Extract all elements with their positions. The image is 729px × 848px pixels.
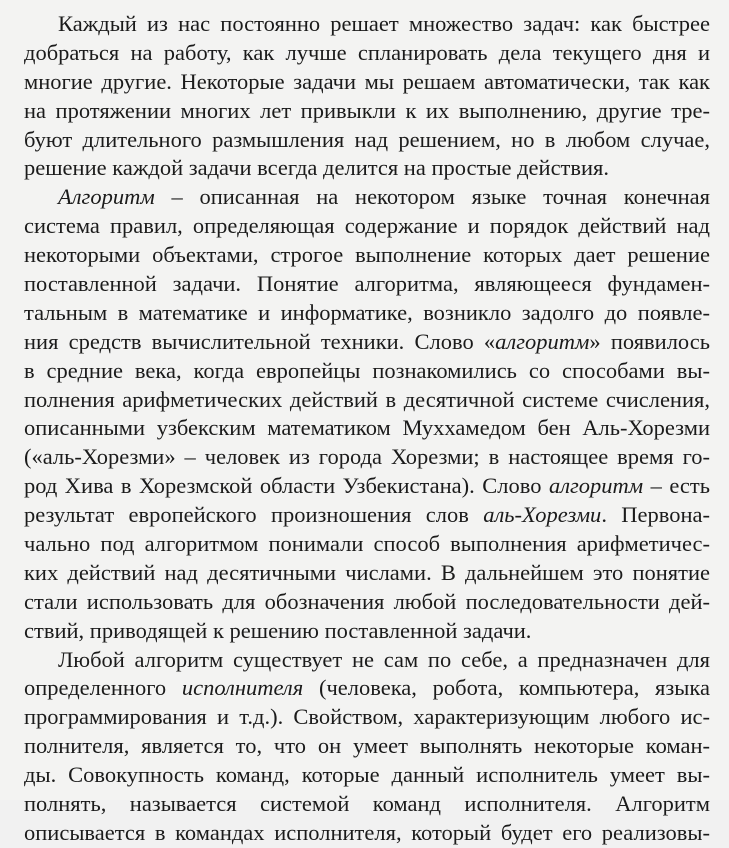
text-run: стали использовать для обозначения любой последовательности дей- bbox=[24, 588, 710, 614]
text-line bbox=[24, 39, 710, 68]
paragraph bbox=[24, 183, 710, 645]
text-run: ствий, приводящей к решению поставленной задачи. bbox=[24, 617, 532, 643]
text-run: многие другие. Некоторые задачи мы решаем автоматически, так как bbox=[24, 68, 710, 94]
text-run: полнителя, является то, что он умеет выполнять некоторые коман- bbox=[24, 733, 710, 759]
text-line bbox=[24, 732, 710, 761]
text-run: поставленной задачи. Понятие алгоритма, являющееся фундамен- bbox=[24, 271, 710, 297]
text-run: решение каждой задачи всегда делится на простые действия. bbox=[24, 155, 610, 181]
text-line bbox=[24, 646, 710, 675]
text-line bbox=[24, 97, 710, 126]
text-line bbox=[24, 386, 710, 415]
text-line bbox=[24, 443, 710, 472]
text-run: тальным в математике и информатике, возникло задолго до появле- bbox=[24, 299, 710, 325]
text-run: – есть bbox=[643, 473, 710, 499]
text-run: некоторыми объектами, строгое выполнение которых дает решение bbox=[24, 242, 710, 268]
text-line bbox=[24, 761, 710, 790]
text-line bbox=[24, 212, 710, 241]
text-run: в средние века, когда европейцы познакомились со способами вы- bbox=[24, 357, 710, 383]
text-run: – описанная на некотором языке точная конечная bbox=[154, 184, 710, 210]
text-run: род Хива в Хорезмской области Узбекистана). Слово bbox=[24, 473, 549, 499]
text-run: » появилось bbox=[589, 328, 710, 354]
text-run: ды. Совокупность команд, которые данный исполнитель умеет вы- bbox=[24, 762, 710, 788]
text-line bbox=[24, 68, 710, 97]
text-line bbox=[24, 154, 710, 183]
text-run: программирования и т.д.). Свойством, характеризующим любого ис- bbox=[24, 704, 710, 730]
italic-term: алгоритм bbox=[548, 473, 644, 499]
italic-term: аль-Хорезми bbox=[483, 502, 602, 528]
text-run: добраться на работу, как лучше спланировать дела текущего дня и bbox=[24, 39, 710, 65]
text-run: система правил, определяющая содержание и порядок действий над bbox=[24, 213, 710, 239]
text-line bbox=[24, 703, 710, 732]
text-line bbox=[24, 10, 710, 39]
text-line bbox=[24, 183, 710, 212]
text-line bbox=[24, 790, 710, 819]
text-run: Каждый из нас постоянно решает множество задач: как быстрее bbox=[58, 11, 710, 36]
text-line bbox=[24, 299, 710, 328]
text-run: полнять, называется системой команд исполнителя. Алгоритм bbox=[24, 791, 710, 817]
text-line bbox=[24, 126, 710, 155]
text-run: результат европейского произношения слов bbox=[24, 502, 484, 528]
text-run: ния средств вычислительной техники. Слово « bbox=[24, 328, 496, 354]
text-run: (человека, робота, компьютера, языка bbox=[303, 675, 710, 701]
text-run: на протяжении многих лет привыкли к их выполнению, другие тре- bbox=[24, 97, 710, 123]
text-line bbox=[24, 357, 710, 386]
italic-term: Алгоритм bbox=[58, 184, 155, 210]
text-line bbox=[24, 414, 710, 443]
text-run: описанными узбекским математиком Муххамедом бен Аль-Хорезми bbox=[24, 415, 710, 441]
text-line bbox=[24, 472, 710, 501]
text-line bbox=[24, 674, 710, 703]
text-line bbox=[24, 559, 710, 588]
text-run: («аль-Хорезми» – человек из города Хорезми; в настоящее время го- bbox=[24, 444, 710, 470]
text-run: буют длительного размышления над решением, но в любом случае, bbox=[24, 126, 710, 152]
text-line bbox=[24, 588, 710, 617]
document-body bbox=[24, 10, 710, 848]
text-line bbox=[24, 819, 710, 848]
text-line bbox=[24, 328, 710, 357]
text-run: определенного bbox=[24, 675, 182, 701]
text-run: Любой алгоритм существует не сам по себе, а предназначен для bbox=[58, 646, 710, 672]
text-line bbox=[24, 270, 710, 299]
text-line bbox=[24, 617, 710, 646]
paragraph bbox=[24, 10, 710, 183]
italic-term: алгоритм bbox=[495, 328, 590, 354]
text-run: чально под алгоритмом понимали способ выполнения арифметичес- bbox=[24, 531, 710, 557]
text-line bbox=[24, 241, 710, 270]
paragraph bbox=[24, 646, 710, 848]
italic-term: исполнителя bbox=[181, 675, 304, 701]
text-run: ких действий над десятичными числами. В дальнейшем это понятие bbox=[24, 559, 710, 585]
text-line bbox=[24, 530, 710, 559]
text-line bbox=[24, 501, 710, 530]
text-run: описывается в командах исполнителя, который будет его реализовы- bbox=[24, 819, 710, 845]
text-run: полнения арифметических действий в десятичной системе счисления, bbox=[24, 386, 710, 412]
text-run: . Первона- bbox=[601, 502, 710, 528]
